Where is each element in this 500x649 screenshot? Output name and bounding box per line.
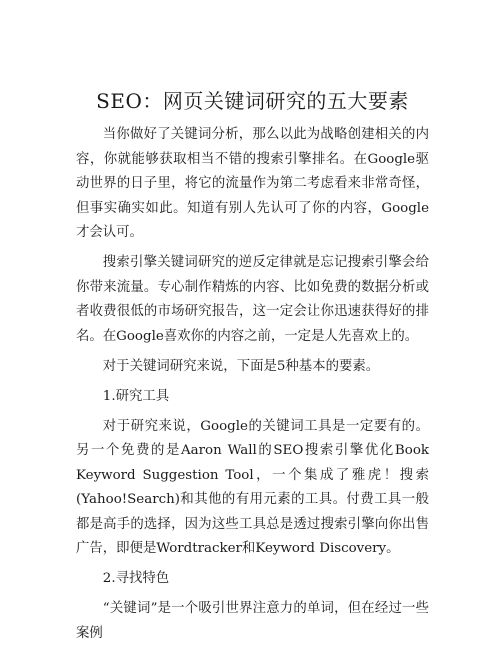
document-title: SEO：网页关键词研究的五大要素 (96, 89, 409, 113)
paragraph: 对于研究来说，Google的关键词工具是一定要有的。另一个免费的是Aaron Wall的SEO搜索引擎优化Book Keyword Suggestion Tool，一个集成了雅虎！搜索(Yahoo!Search)和其他的有用元素的工具。付费工具一般都是高手的选择，因为这些工具总是透过搜索引擎向你出售广告，即便是Wordtracker和Keyword Discovery。 (76, 418, 429, 556)
paragraph: 搜索引擎关键词研究的逆反定律就是忘记搜索引擎会给你带来流量。专心制作精炼的内容、比如免费的数据分析或者收费很低的市场研究报告，这一定会让你迅速获得好的排名。在Google喜欢你的内容之前，一定是人先喜欢上的。 (76, 255, 429, 344)
paragraph: 对于关键词研究来说，下面是5种基本的要素。 (102, 358, 380, 374)
document-body (76, 123, 429, 646)
document-page (0, 84, 500, 649)
paragraph: 当你做好了关键词分析，那么以此为战略创建相关的内容，你就能够获取相当不错的搜索引擎排名。在Google驱动世界的日子里，将它的流量作为第二考虑看来非常奇怪，但事实确实如此。知道有别人先认可了你的内容，Google才会认可。 (76, 127, 429, 240)
section-heading: 1.研究工具 (102, 388, 170, 404)
section-heading: 2.寻找特色 (102, 571, 170, 586)
paragraph: “关键词”是一个吸引世界注意力的单词，但在经过一些案例 (76, 601, 429, 641)
